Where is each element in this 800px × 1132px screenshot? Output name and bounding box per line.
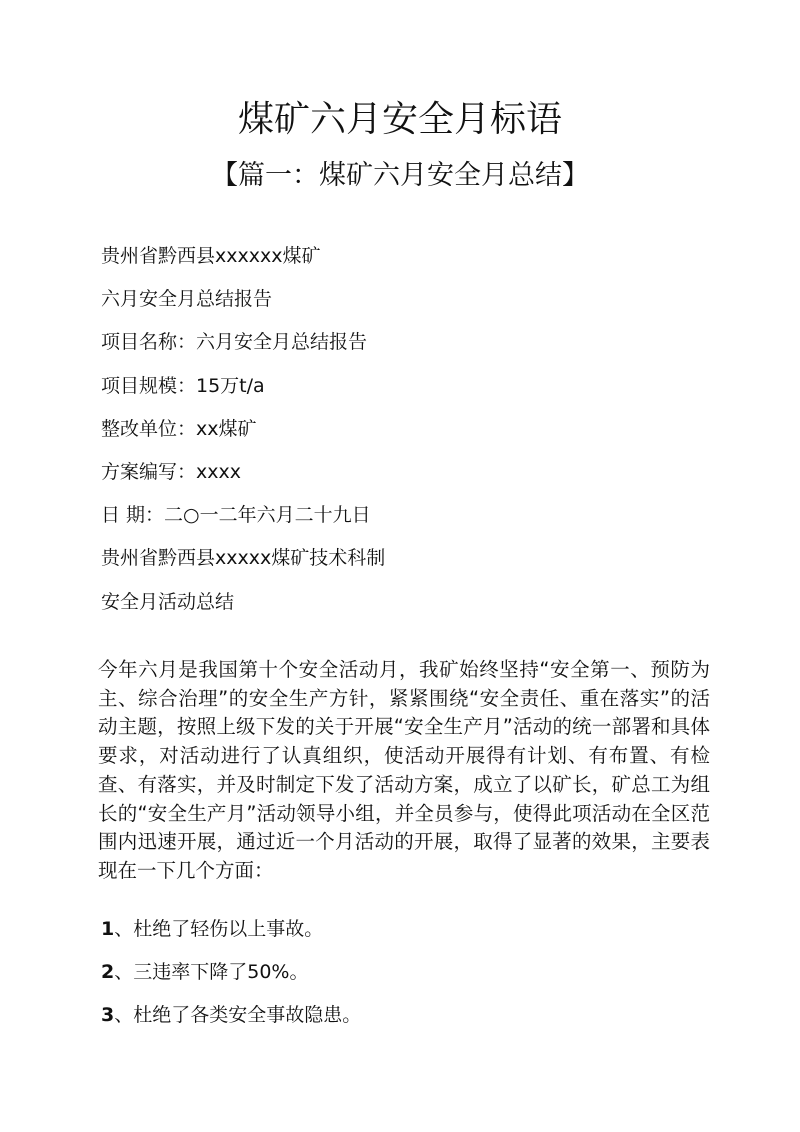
info-line: 安全月活动总结 [101,590,235,613]
result-list [101,913,701,1042]
item-text: 、三违率下降了50%。 [114,961,309,983]
info-line: 项目规模：15万t/a [101,374,265,397]
item-number: 3 [101,1004,115,1026]
info-line: 贵州省黔西县xxxxxx煤矿 [101,245,321,267]
body-paragraph: 今年六月是我国第十个安全活动月，我矿始终坚持“安全第一、预防为主、综合治理”的安全生产方针，紧紧围绕“安全责任、重在落实”的活动主题，按照上级下发的关于开展“安全生产月”活动的统一部署和具体要求，对活动进行了认真组织，使活动开展得有计划、有布置、有检查、有落实，并及时制定下发了活动方案，成立了以矿长，矿总工为组长的“安全生产月”活动领导小组，并全员参与，使得此项活动在全区范围内迅速开展，通过近一个月活动的开展，取得了显著的效果，主要表现在一下几个方面： [98,658,710,882]
list-item [101,913,701,956]
document-title: 煤矿六月安全月标语 [237,99,562,140]
list-item [101,956,701,999]
item-number: 2 [101,961,115,983]
section-heading: 【篇一：煤矿六月安全月总结】 [211,160,589,191]
item-text: 、杜绝了各类安全事故隐患。 [114,1004,362,1026]
item-number: 1 [101,918,115,940]
item-text: 、杜绝了轻伤以上事故。 [114,918,324,940]
info-line: 项目名称：六月安全月总结报告 [101,331,368,354]
info-line: 贵州省黔西县xxxxx煤矿技术科制 [101,547,386,570]
report-info-list [101,240,701,629]
info-line: 整改单位：xx煤矿 [101,417,257,440]
info-line: 六月安全月总结报告 [101,288,273,311]
list-item [101,999,701,1042]
info-line: 方案编写：xxxx [101,460,241,483]
info-line: 日 期：二○一二年六月二十九日 [101,504,371,527]
